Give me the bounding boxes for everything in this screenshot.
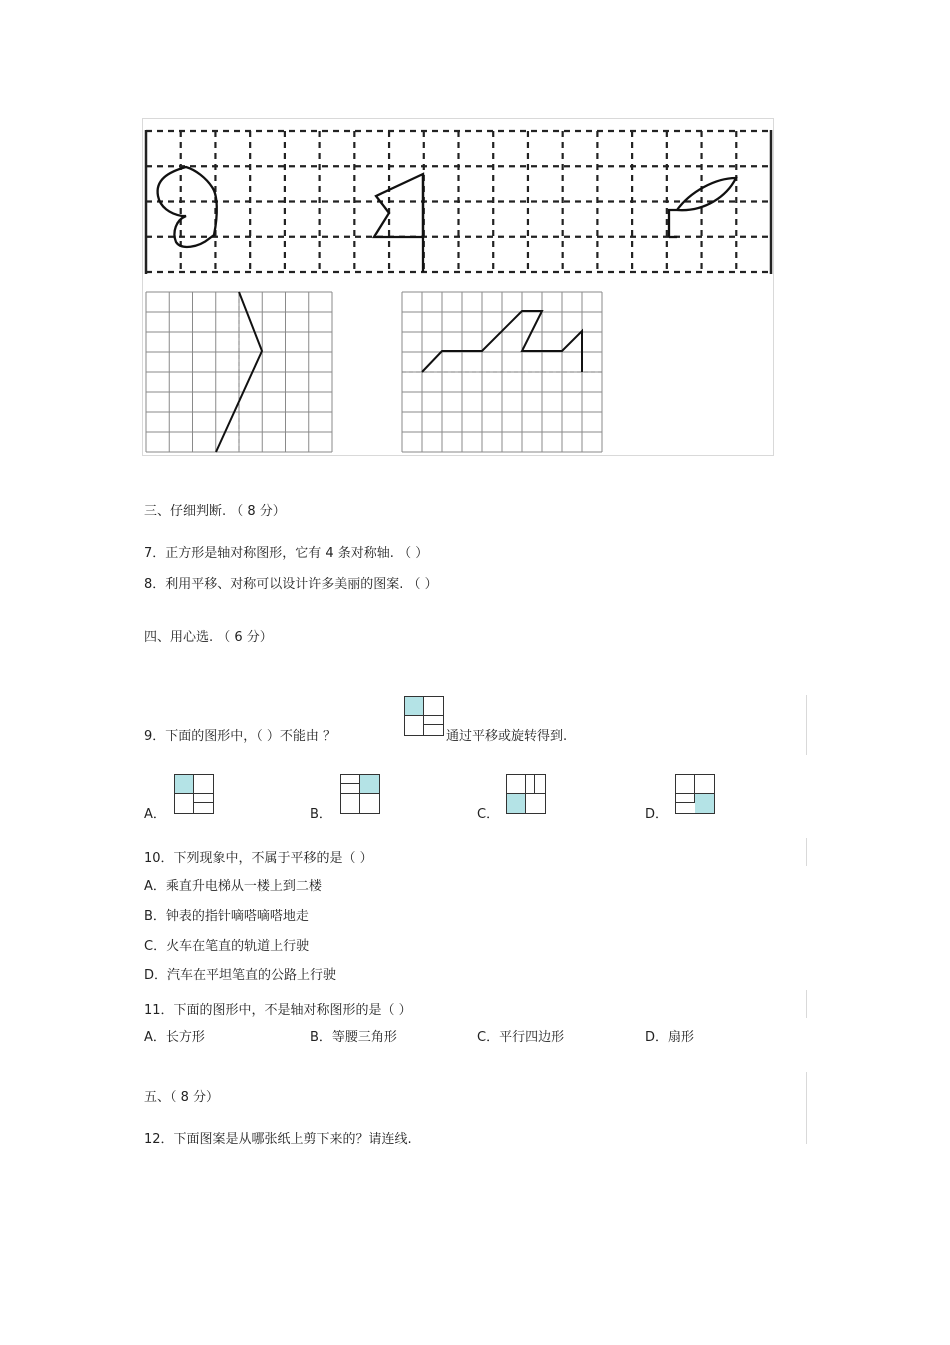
margin-line [806, 1072, 807, 1144]
question-11-option-c[interactable]: C．平行四边形 [477, 1030, 565, 1045]
question-10-option-d[interactable]: D．汽车在平坦笔直的公路上行驶 [144, 968, 337, 983]
section3-heading: 三、仔细判断. （ 8 分） [144, 504, 286, 519]
question-9-suffix: 通过平移或旋转得到. [446, 729, 568, 744]
option-a-label[interactable]: A． [144, 807, 166, 822]
question-10-option-a[interactable]: A．乘直升电梯从一楼上到二楼 [144, 879, 322, 894]
option-d-label[interactable]: D． [645, 807, 669, 822]
option-d-figure[interactable] [675, 774, 715, 814]
question-11-option-b[interactable]: B．等腰三角形 [310, 1030, 397, 1045]
question-9-stem: 9．下面的图形中，（ ）不能由 ？ [144, 729, 337, 744]
symmetry-grid-right [0, 0, 950, 470]
question-10-stem: 10．下列现象中，不属于平移的是（ ） [144, 851, 373, 866]
question-11-option-d[interactable]: D．扇形 [645, 1030, 695, 1045]
option-b-label[interactable]: B． [310, 807, 332, 822]
option-c-figure[interactable] [506, 774, 546, 814]
question-8: 8．利用平移、对称可以设计许多美丽的图案. （ ） [144, 577, 438, 592]
margin-line [806, 838, 807, 866]
option-b-figure[interactable] [340, 774, 380, 814]
question-10-option-c[interactable]: C．火车在笔直的轨道上行驶 [144, 939, 310, 954]
section5-heading: 五、（ 8 分） [144, 1090, 220, 1105]
question-12: 12．下面图案是从哪张纸上剪下来的？请连线. [144, 1132, 412, 1147]
question-11-option-a[interactable]: A．长方形 [144, 1030, 205, 1045]
question-10-option-b[interactable]: B．钟表的指针嘀嗒嘀嗒地走 [144, 909, 309, 924]
margin-line [806, 695, 807, 755]
margin-line [806, 990, 807, 1018]
question-11-stem: 11．下面的图形中，不是轴对称图形的是（ ） [144, 1003, 412, 1018]
option-a-figure[interactable] [174, 774, 214, 814]
option-c-label[interactable]: C． [477, 807, 500, 822]
question-9-reference-figure [404, 696, 444, 736]
question-7: 7．正方形是轴对称图形，它有 4 条对称轴. （ ） [144, 546, 429, 561]
section4-heading: 四、用心选. （ 6 分） [144, 630, 273, 645]
